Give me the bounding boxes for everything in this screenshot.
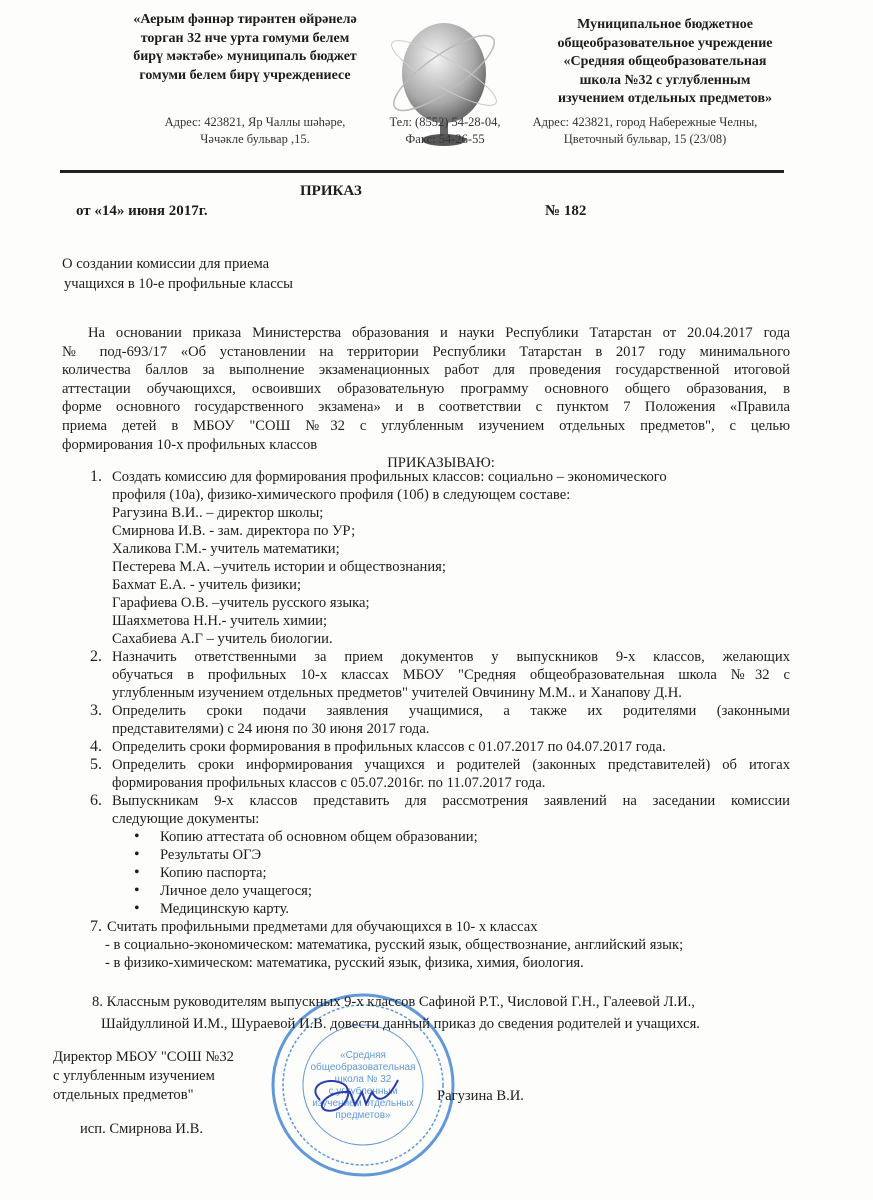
header-left-line: «Аерым фәннәр тирәнтен өйрәнелә: [133, 12, 357, 27]
member: Смирнова И.В. - зам. директора по УР;: [112, 523, 356, 539]
header-right-line: изучением отдельных предметов»: [557, 91, 773, 106]
item-line: Назначить ответственными за прием документов у выпускников 9-х классов, желающих: [112, 649, 790, 665]
document-bullet: [62, 828, 790, 846]
item-line: формирования профильных классов с 05.07.2016г. по 11.07.2017 года.: [112, 775, 546, 791]
position-line: отдельных предметов": [53, 1087, 194, 1103]
bullet-icon: •: [134, 846, 140, 863]
address-left: [140, 114, 370, 148]
item-number: 1.: [90, 468, 102, 485]
preamble-line: На основании приказа Министерства образования и науки Республики Татарстан от 20.04.2017 года: [88, 325, 790, 341]
order-item-3: [62, 702, 790, 738]
header-right-russian: [530, 16, 800, 109]
stamp-text: «Средняя: [340, 1050, 386, 1061]
header-right-line: общеобразовательное учреждение: [557, 35, 773, 51]
item-text: Классным руководителям выпускных 9-х классов Сафиной Р.Т., Числовой Г.Н., Галеевой Л.И.,: [106, 994, 695, 1010]
phone-fax: [375, 114, 515, 148]
item-line: Определить сроки информирования учащихся и родителей (законных представителей) об итогах: [112, 757, 790, 773]
header-right-line: школа №32 с углубленным: [579, 72, 751, 88]
member: Халикова Г.М.- учитель математики;: [112, 541, 340, 557]
order-item-5: [62, 756, 790, 792]
bullet-icon: •: [134, 864, 140, 881]
header-left-tatar: [110, 11, 380, 85]
member: Рагузина В.И.. – директор школы;: [112, 505, 324, 521]
item-line: Считать профильными предметами для обучающихся в 10- х классах: [107, 919, 538, 935]
header-right-line: «Средняя общеобразовательная: [563, 54, 767, 69]
member: Сахабиева А.Г – учитель биологии.: [112, 631, 333, 647]
order-number: № 182: [545, 203, 587, 219]
preamble-line: приема детей в МБОУ "СОШ №32 с углубленным изучением отдельных предметов", с целью: [62, 417, 790, 434]
order-title: ПРИКАЗ: [300, 183, 362, 199]
preamble-line: № под-693/17 «Об установлении на территории Республики Татарстан в 2017 году минимального: [62, 343, 790, 360]
item-line: Определить сроки формирования в профильных классов с 01.07.2017 по 04.07.2017 года.: [112, 739, 666, 755]
order-date: от «14» июня 2017г.: [76, 203, 208, 219]
fax: Факс: 54-26-55: [405, 132, 485, 146]
order-item-4: [62, 738, 790, 756]
document-bullet: [62, 882, 790, 900]
subject-line: О создании комиссии для приема: [62, 256, 270, 272]
item-line: обучаться в профильных 10-х классах МБОУ "Средняя общеобразовательная школа №32 с: [112, 667, 790, 683]
item-number: 2.: [90, 648, 102, 665]
bullet-text: Медицинскую карту.: [160, 901, 290, 917]
document-bullet: [62, 846, 790, 864]
item-number: 8.: [92, 994, 103, 1010]
executor: исп. Смирнова И.В.: [80, 1121, 203, 1137]
header-left-line: бирү мәктәбе» муниципаль бюджет: [133, 49, 357, 64]
order-item-8: [60, 991, 700, 1035]
position-line: Директор МБОУ "СОШ №32: [53, 1049, 234, 1065]
bullet-text: Личное дело учащегося;: [160, 883, 312, 899]
item-line: Шайдуллиной И.М., Шураевой И.В. довести данный приказ до сведения родителей и учащихся.: [101, 1016, 700, 1032]
stamp-text: с углубленным: [328, 1086, 398, 1097]
bullet-text: Копию аттестата об основном общем образовании;: [160, 829, 478, 845]
preamble-line: аттестации обучающихся, освоивших образовательную программу основного общего образования, в: [62, 380, 790, 397]
document-bullet: [62, 900, 790, 918]
order-item-2: [62, 648, 790, 702]
order-item-6: [62, 792, 790, 828]
item-line: представителями) с 24 июня по 30 июня 2017 года.: [112, 721, 430, 737]
profile-subjects: - в социально-экономическом: математика, русский язык, обществознание, английский язык;: [105, 937, 684, 953]
director-name: Рагузина В.И.: [437, 1088, 524, 1104]
item-line: углубленным изучением отдельных предметов" учителей Овчинину М.М.. и Ханапову Д.Н.: [112, 685, 682, 701]
handwritten-signature: [300, 1070, 410, 1125]
bullet-icon: •: [134, 828, 140, 845]
stamp-text: изучением отдельных: [312, 1098, 414, 1109]
item-number: 7.: [90, 918, 102, 935]
member: Пестерева М.А. –учитель истории и обществознания;: [112, 559, 446, 575]
bullet-text: Результаты ОГЭ: [160, 847, 262, 863]
signature-position: [53, 1048, 234, 1105]
preamble-line: количества баллов за выполнение экзаменационных работ для проведения государственной итоговой: [62, 362, 790, 379]
member: Бахмат Е.А. - учитель физики;: [112, 577, 302, 593]
preamble: [62, 324, 790, 473]
header-right-line: Муниципальное бюджетное: [577, 17, 753, 32]
phone: Тел: (8552) 54-28-04,: [389, 115, 501, 129]
item-line: [60, 991, 700, 1013]
member: Гарафиева О.В. –учитель русского языка;: [112, 595, 370, 611]
preamble-line: форме основного государственного экзамена» и в соответствии с пунктом 7 Положения «Правила: [62, 399, 790, 416]
address-left-line: Чәчәкле бульвар ,15.: [200, 132, 310, 146]
address-left-line: Адрес: 423821, Яр Чаллы шәһәре,: [164, 115, 346, 129]
preamble-line: формирования 10-х профильных классов: [62, 436, 318, 453]
item-line: Выпускникам 9-х классов представить для рассмотрения заявлений на заседании комиссии: [112, 793, 790, 809]
order-item-7: [62, 918, 790, 936]
bullet-text: Копию паспорта;: [160, 865, 267, 881]
item-line: Определить сроки подачи заявления учащимися, а также их родителями (законными: [112, 703, 790, 719]
address-right-line: Адрес: 423821, город Набережные Челны,: [532, 115, 758, 129]
stamp-text: школа № 32: [334, 1074, 392, 1085]
item-line: Создать комиссию для формирования профильных классов: социально – экономического: [112, 469, 667, 485]
bullet-icon: •: [134, 882, 140, 899]
item-line: следующие документы:: [112, 811, 260, 827]
document-bullet: [62, 864, 790, 882]
header-divider: [60, 170, 784, 173]
bullet-icon: •: [134, 900, 140, 917]
header-left-line: гомуми белем бирү учреждениесе: [139, 67, 351, 83]
stamp-text: предметов»: [335, 1110, 391, 1121]
item-number: 4.: [90, 738, 102, 755]
position-line: с углубленным изучением: [53, 1068, 215, 1084]
address-right: [515, 114, 775, 148]
order-subject: [62, 254, 293, 294]
item-number: 5.: [90, 756, 102, 773]
subject-line: учащихся в 10-е профильные классы: [64, 276, 293, 292]
item-number: 3.: [90, 702, 102, 719]
profile-subjects: - в физико-химическом: математика, русский язык, физика, химия, биология.: [105, 955, 584, 971]
item-line: профиля (10а), физико-химического профиля (10б) в следующем составе:: [112, 487, 571, 503]
stamp-text: общеобразовательная: [310, 1062, 416, 1073]
order-items: [62, 468, 790, 972]
order-item-1: [62, 468, 790, 648]
address-right-line: Цветочный бульвар, 15 (23/08): [563, 132, 727, 146]
directive: ПРИКАЗЫВАЮ:: [387, 455, 495, 472]
member: Шаяхметова Н.Н.- учитель химии;: [112, 613, 328, 629]
header-left-line: торган 32 нче урта гомуми белем: [140, 30, 350, 46]
item-number: 6.: [90, 792, 102, 809]
